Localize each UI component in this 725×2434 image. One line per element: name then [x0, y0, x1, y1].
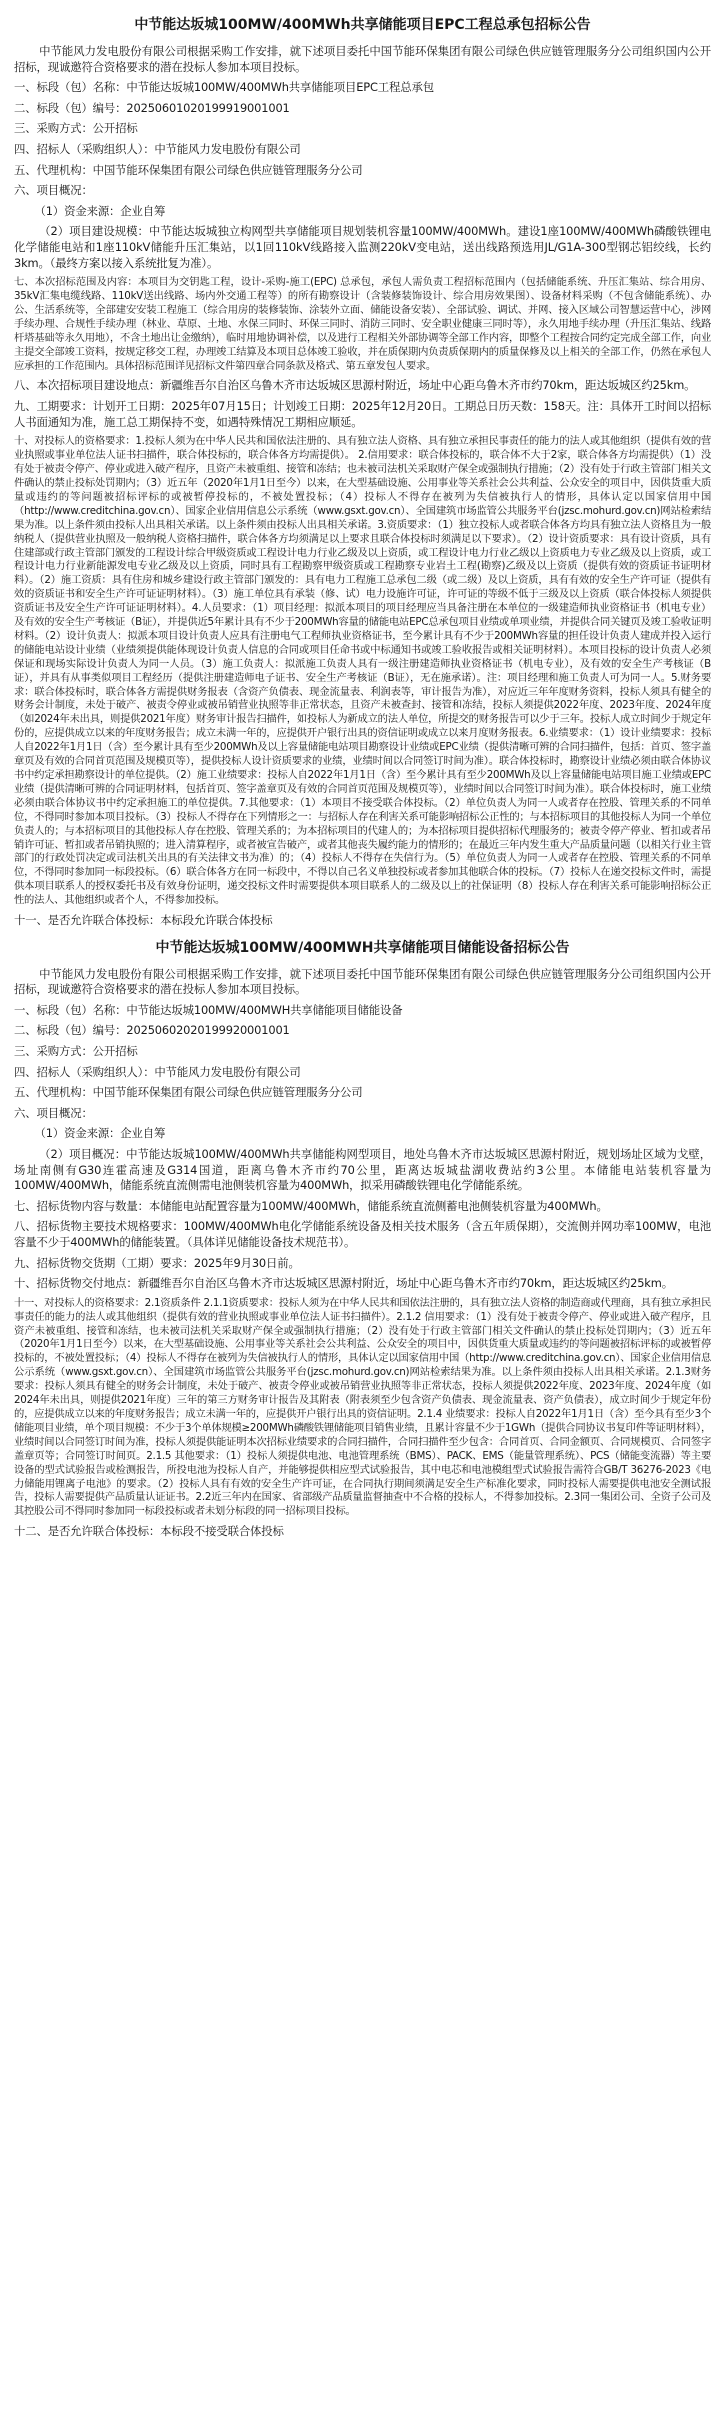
notice-epc-item-6: 六、项目概况： — [14, 183, 93, 198]
notice-storage-item-6-2: （2）项目概况：中节能达坂城100MW/400MWh共享储能构网型项目，地处乌鲁木齐市达坂城区思源村附近，规划场址区域为戈壁，场址南侧有G30连霍高速及G314国道，距离乌鲁木齐市约70公里，距离达坂城盐湖收费站约3公里。本储能电站装机容量为100MW/400MWh，储能系统直流侧需电池侧装机容量为400MWh，拟采用磷酸铁锂电化学储能系统。 — [14, 1147, 711, 1193]
notice-epc-item-4: 四、招标人（采购组织人）：中节能风力发电股份有限公司 — [14, 141, 301, 156]
notice-epc-item-2: 二、标段（包）编号：20250601020199919001001 — [14, 100, 290, 115]
notice-storage-title: 中节能达坂城100MW/400MWH共享储能项目储能设备招标公告 — [155, 939, 570, 956]
notice-epc-title: 中节能达坂城100MW/400MWh共享储能项目EPC工程总承包招标公告 — [134, 17, 591, 33]
notice-storage-item-3: 三、采购方式：公开招标 — [14, 1044, 138, 1059]
notice-epc-item-3: 三、采购方式：公开招标 — [14, 121, 138, 136]
notice-epc-item-11: 十一、是否允许联合体投标：本标段允许联合体投标 — [14, 913, 273, 928]
notice-epc-item-6-1: （1）资金来源：企业自筹 — [34, 203, 166, 218]
notice-storage-item-7: 七、招标货物内容与数量：本储能电站配置容量为100MW/400MWh，储能系统直流侧蓄电池侧装机容量为400MWh。 — [14, 1198, 608, 1213]
notice-storage-item-11: 十一、对投标人的资格要求：2.1资质条件 2.1.1资质要求：投标人须为在中华人民共和国依法注册的，具有独立法人资格的制造商或代理商，具有独立承担民事责任的能力的法人或其他组织（提供有效的营业执照或事业单位法人证书扫描件）。2.1.2 信用要求：（1）没有处于被责令停产、停业或进入破产程序，且资产未被重组、接管和冻结，也未被司法机关采取财产保全或强制执行措施；（2）没有处于行政主管部门相关文件确认的禁止投标处罚期内；（3）近五年（2020年1月1日至今）以来，在大型基础设施、公用事业等关系社会公共利益、公众安全的项目中，因供货重大质量或违约的等问题被招标评标的或被暂停投标的，不被处置投标；（4）投标人不得存在被列为失信被执行人的情形，具体认定以国家信用中国（http://www.creditchina.gov.cn）、国家企业信用信息公示系统（www.gsxt.gov.cn）、全国建筑市场监管公共服务平台(jzsc.mohurd.gov.cn)网站检索结果为准。以上条件须由投标人出具相关承诺。2.1.3财务要求：投标人须具有健全的财务会计制度，未处于破产、被责令停业或被吊销营业执照等非正常状态，投标人须提供2022年度、2023年度、2024年度（如2024年未出具，则提供2021年度）三年的第三方财务审计报告及其附表（附表须至少包含资产负债表、现金流量表、资产负债表），成立时间少于规定年份的，应提供成立以来的年度财务报告；成立未满一年的，应提供开户银行出具的资信证明。2.1.4 业绩要求：投标人自2022年1月1日（含）至今具有至少3个储能项目业绩，单个项目规模：不少于3个单体规模≥200MWh磷酸铁锂储能项目销售业绩，且累计容量不少于1GWh（提供合同协议书复印件等证明材料），业绩时间以合同签订时间为准，投标人须提供能证明本次招标业绩要求的合同扫描件，合同扫描件至少包含：合同首页、合同金额页、合同规模页、合同签字盖章页等；合同签订时间页。2.1.5 其他要求：（1）投标人须提供电池、电池管理系统（BMS）、PACK、EMS（能量管理系统）、PCS（储能变流器）等主要设备的型式试验报告或检测报告，所投电池为投标人自产，并能够提供相应型式试验报告，其中电芯和电池模组型式试验报告需符合GB/T 36276-2023《电力储能用锂离子电池》的要求。（2）投标人具有有效的安全生产许可证，在合同执行期间须满足安全生产标准化要求，同时投标人需要提供电池安全测试报告，投标人需要提供产品质量认证证书。2.2近三年内在国家、省部级产品质量监督抽查中不合格的投标人，不得参加投标。2.3同一集团公司、全资子公司及其控股公司不得同时参加同一标段投标或者未划分标段的同一招标项目投标。 — [14, 1296, 711, 1518]
notice-storage-item-12: 十二、是否允许联合体投标：本标段不接受联合体投标 — [14, 1524, 284, 1539]
notice-storage-intro: 中节能风力发电股份有限公司根据采购工作安排，就下述项目委托中国节能环保集团有限公司绿色供应链管理服务分公司组织国内公开招标，现诚邀符合资格要求的潜在投标人参加本项目投标。 — [14, 966, 711, 997]
notice-storage — [14, 937, 711, 1540]
notice-storage-item-6-1: （1）资金来源：企业自筹 — [34, 1126, 166, 1141]
notice-epc-item-5: 五、代理机构：中国节能环保集团有限公司绿色供应链管理服务分公司 — [14, 162, 363, 177]
notice-storage-item-4: 四、招标人（采购组织人）：中节能风力发电股份有限公司 — [14, 1064, 301, 1079]
notice-epc-item-8: 八、本次招标项目建设地点：新疆维吾尔自治区乌鲁木齐市达坂城区思源村附近，场址中心距乌鲁木齐市约70km，距达坂城区约25km。 — [14, 378, 696, 393]
notice-storage-item-10: 十、招标货物交付地点：新疆维吾尔自治区乌鲁木齐市达坂城区思源村附近，场址中心距乌鲁木齐市约70km，距达坂城区约25km。 — [14, 1276, 673, 1291]
notice-epc-item-6-2: （2）项目建设规模：中节能达坂城独立构网型共享储能项目规划装机容量100MW/400MWh。建设1座100MW/400MWh磷酸铁锂电化学储能电站和1座110kV储能升压汇集站，以1回110kV线路接入监测220kV变电站，送出线路预选用JL/G1A-300型钢芯铝绞线，长约3km。（最终方案以接入系统批复为准）。 — [14, 224, 711, 270]
notice-storage-item-5: 五、代理机构：中国节能环保集团有限公司绿色供应链管理服务分公司 — [14, 1085, 363, 1100]
notice-epc-item-1: 一、标段（包）名称：中节能达坂城100MW/400MWh共享储能项目EPC工程总承包 — [14, 80, 434, 95]
notice-storage-item-1: 一、标段（包）名称：中节能达坂城100MW/400MWH共享储能项目储能设备 — [14, 1002, 403, 1017]
notice-storage-item-2: 二、标段（包）编号：20250602020199920001001 — [14, 1023, 290, 1038]
notice-epc-intro: 中节能风力发电股份有限公司根据采购工作安排，就下述项目委托中国节能环保集团有限公司绿色供应链管理服务分公司组织国内公开招标，现诚邀符合资格要求的潜在投标人参加本项目投标。 — [14, 44, 711, 74]
notice-epc-item-9: 九、工期要求：计划开工日期：2025年07月15日；计划竣工日期：2025年12月20日。工期总日历天数：158天。注：具体开工时间以招标人书面通知为准，施工总工期保持不变，如遇特殊情况工期相应顺延。 — [14, 399, 711, 429]
notice-epc-item-7: 七、本次招标范围及内容：本项目为交钥匙工程，设计-采购-施工(EPC) 总承包，承包人需负责工程招标范围内（包括储能系统、升压汇集站、综合用房、35kV汇集电缆线路、110kV送出线路、场内外交通工程等）的所有勘察设计（含装修装饰设计、综合用房效果图）、设备材料采购（不包含储能系统）、办公、生活系统等，全部建安安装工程施工（综合用房的装修装饰、涂装外立面、储能设备安装）、全部试验、调试、并网、接入区域公司智慧运营中心，涉网手续办理、合规性手续办理（林业、草原、土地、水保三同时、环保三同时、消防三同时、安全职业健康三同时等），永久用地手续办理（升压汇集站、线路杆塔基础等永久用地），不含土地出让金缴纳），临时用地协调补偿，以及进行工程相关外部协调等全部工作内容，即整个工程按合同约定完成全部工作，向业主提交全部竣工资料，按规定移交工程，办理竣工结算及本项目总体竣工验收，并在质保期内负责质保期内的质量保修及以上相关的全部工作，仍然在承包人应承担的工作范围内。具体招标范围详见招标文件第四章合同条款及格式、第五章发包人要求。 — [14, 276, 711, 372]
notice-storage-item-6: 六、项目概况： — [14, 1105, 93, 1120]
notice-storage-item-9: 九、招标货物交货期（工期）要求：2025年9月30日前。 — [14, 1255, 300, 1270]
notice-storage-item-8: 八、招标货物主要技术规格要求：100MW/400MWh电化学储能系统设备及相关技术服务（含五年质保期），交流侧并网功率100MW，电池容量不少于400MWh的储能装置。（具体详见储能设备技术规范书）。 — [14, 1219, 711, 1249]
notice-epc-item-10: 十、对投标人的资格要求：1.投标人须为在中华人民共和国依法注册的、具有独立法人资格、具有独立承担民事责任的能力的法人或其他组织（提供有效的营业执照或事业单位法人证书扫描件，联合体投标的，联合体各方均需提供）。 2.信用要求：联合体投标的，联合体不大于2家，联合体各方均需提供）（1）没有处于被责令停产、停业或进入破产程序，且资产未被重组、接管和冻结；也未被司法机关采取财产保全或强制执行措施；（2）没有处于行政主管部门相关文件确认的禁止投标处罚期内；（3）近五年（2020年1月1日至今）以来，在大型基础设施、公用事业等关系社会公共利益、公众安全的项目中，因供货重大质量或违约的等问题被招标评标的或被暂停投标的，不被处置投标；（4）投标人不得存在被列为失信被执行人的情形，具体认定以国家信用中国（http://www.creditchina.gov.cn）、国家企业信用信息公示系统（www.gsxt.gov.cn）、全国建筑市场监管公共服务平台(jzsc.mohurd.gov.cn)网站检索结果为准。以上条件须由投标人出具相关承诺。以上条件须由投标人出具相关承诺。3.资质要求：（1）独立投标人或者联合体各方均具有独立法人资格且为一般纳税人（提供营业执照及一般纳税人资格扫描件，联合体各方均须满足以上要求且联合体投标时须满足以下要求）。（2）设计资质要求：具有设计资质，具有住建部或行政主管部门颁发的工程设计综合甲级资质或工程设计电力行业乙级及以上资质，或工程设计电力行业乙级以上资质电力专业乙级及以上资质，或工程设计电力行业新能源发电专业乙级及以上资质，同时具有工程勘察甲级资质或工程勘察专业岩土工程(勘察)乙级及以上资质（提供有效的资质证书证明材料）。（2）施工资质：具有住房和城乡建设行政主管部门颁发的：具有电力工程施工总承包二级（或二级）及以上资质，具有有效的安全生产许可证（提供有效的资质证书和安全生产许可证证明材料）。（3）施工单位具有承装（修、试）电力设施许可证，许可证的等级不低于三级及以上资质（联合体投标人须提供资质证书及安全生产许可证证明材料）。4.人员要求：（1）项目经理：拟派本项目的项目经理应当具备注册在本单位的一级建造师执业资格证书（机电专业）及有效的安全生产考核证（B证），并提供近5年累计具有不少于200MWh容量的储能电站EPC总承包项目业绩或单项业绩，并提供合同关键页及竣工验收证明材料。（2）设计负责人：拟派本项目设计负责人应具有注册电气工程师执业资格证书，至今累计具有不少于200MWh容量的担任设计负责人建成并投入运行的储能电站设计业绩（业绩须提供能体现设计负责人信息的合同或项目任命书或中标通知书或竣工验收报告或相关证明材料）。本项目投标的设计负责人必须保证和现场实际设计负责人为同一人员。（3）施工负责人：拟派施工负责人具有一级注册建造师执业资格证书（机电专业），及有效的安全生产考核证（B证），并具有从事类似项目工程经历（提供注册建造师电子证书、安全生产考核证（B证），无在施承诺）。注：项目经理和施工负责人可为同一人。5.财务要求：联合体投标时，联合体各方需提供财务报表（含资产负债表、现金流量表、利润表等，审计报告为准），对应近三年年度财务资料，投标人须具有健全的财务会计制度，未处于破产、被责令停业或被吊销营业执照等非正常状态，且资产未被查封、接管和冻结，投标人须提供2022年度、2023年度、2024年度（如2024年未出具，则提供2021年度）财务审计报告扫描件，如投标人为新成立的法人单位，所提交的财务报告可以少于三年。投标人成立时间少于规定年份的，应提供成立以来的年度财务报告；成立未满一年的，应提供开户银行出具的资信证明或成立以来月度财务报表。6.业绩要求：（1）设计业绩要求：投标人自2022年1月1日（含）至今累计具有至少200MWh及以上容量储能电站项目勘察设计业绩或EPC业绩（提供清晰可辨的合同扫描件，包括：首页、签字盖章页及有效的合同首页范围及规模页等），提供投标人设计资质要求的业绩，业绩时间以合同签订时间为准）。联合体投标时，勘察设计业绩必须由联合体协议书中约定承担勘察设计的单位提供。（2）施工业绩要求：投标人自2022年1月1日（含）至今累计具有至少200MWh及以上容量储能电站项目施工业绩或EPC业绩（提供清晰可辨的合同证明材料，包括首页、签字盖章页及有效的合同首页范围及规模页等），业绩时间以合同签订时间为准）。联合体投标时，施工业绩必须由联合体协议书中约定承担施工的单位提供。7.其他要求：（1）本项目不接受联合体投标。（2）单位负责人为同一人或者存在控股、管理关系的不同单位，不得同时参加本项目投标。（3）投标人不得存在下列情形之一：与招标人存在利害关系可能影响招标公正性的；与本招标项目的其他投标人为同一个单位负责人的；与本招标项目的其他投标人存在控股、管理关系的；为本招标项目的代建人的；为本招标项目提供招标代理服务的；被责令停产停业、暂扣或者吊销许可证、暂扣或者吊销执照的；进入清算程序，或者被宣告破产，或者其他丧失履约能力的情形的；在最近三年内发生重大产品质量问题（以相关行业主管部门的行政处罚决定或司法机关出具的有关法律文书为准）的；（4）投标人不得存在失信行为。（5）单位负责人为同一人或者存在控股、管理关系的不同单位，不得同时参加同一标段投标。（6）联合体各方在同一标段中，不得以自己名义单独投标或者参加其他联合体的投标。（7）投标人在递交投标文件时，需提供本项目联系人的授权委托书及有效身份证明，递交投标文件时需要提供本项目联系人的二级及以上的社保证明（8）投标人存在利害关系可能影响招标公正性的法人、其他组织或者个人，不得参加投标。 — [14, 435, 711, 907]
notice-epc — [14, 14, 711, 929]
